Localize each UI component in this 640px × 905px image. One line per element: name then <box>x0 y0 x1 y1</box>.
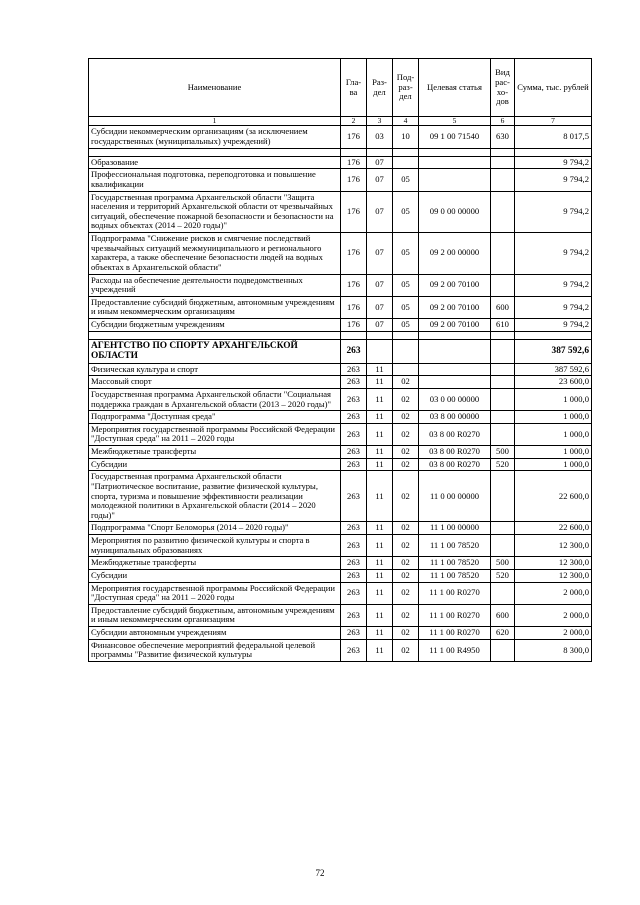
cell-podrazdel: 02 <box>393 557 419 570</box>
page-number: 72 <box>315 868 325 878</box>
cell-podrazdel: 05 <box>393 274 419 296</box>
spacer-cell <box>367 148 393 156</box>
cell-podrazdel: 05 <box>393 233 419 275</box>
cell-statya: 03 8 00 R0270 <box>419 458 491 471</box>
cell-summa: 12 300,0 <box>515 557 592 570</box>
cell-podrazdel: 02 <box>393 388 419 410</box>
table-row <box>89 339 592 363</box>
spacer-cell <box>491 148 515 156</box>
cell-razdel: 11 <box>367 522 393 535</box>
cell-glava: 263 <box>341 339 367 363</box>
cell-summa: 1 000,0 <box>515 411 592 424</box>
cell-statya: 09 1 00 71540 <box>419 126 491 148</box>
cell-name: Межбюджетные трансферты <box>89 446 341 459</box>
cell-glava: 176 <box>341 274 367 296</box>
cell-glava: 176 <box>341 169 367 191</box>
cell-statya: 03 8 00 00000 <box>419 411 491 424</box>
cell-summa: 387 592,6 <box>515 363 592 376</box>
cell-statya: 11 1 00 78520 <box>419 569 491 582</box>
cell-vid <box>491 639 515 661</box>
cell-podrazdel: 02 <box>393 535 419 557</box>
cell-glava: 176 <box>341 156 367 169</box>
cell-summa: 23 600,0 <box>515 376 592 389</box>
cell-podrazdel <box>393 156 419 169</box>
cell-vid: 600 <box>491 296 515 318</box>
cell-razdel: 03 <box>367 126 393 148</box>
cell-podrazdel: 05 <box>393 296 419 318</box>
cell-podrazdel <box>393 363 419 376</box>
column-number: 1 <box>89 117 341 126</box>
cell-summa: 9 794,2 <box>515 274 592 296</box>
cell-summa: 2 000,0 <box>515 604 592 626</box>
table-body <box>89 126 592 662</box>
column-number: 6 <box>491 117 515 126</box>
cell-razdel <box>367 339 393 363</box>
cell-glava: 176 <box>341 126 367 148</box>
cell-name: Образование <box>89 156 341 169</box>
spacer-cell <box>491 331 515 339</box>
cell-summa: 12 300,0 <box>515 535 592 557</box>
cell-podrazdel: 02 <box>393 446 419 459</box>
cell-podrazdel: 02 <box>393 423 419 445</box>
cell-glava: 263 <box>341 376 367 389</box>
cell-vid <box>491 522 515 535</box>
cell-name: Субсидии <box>89 458 341 471</box>
cell-razdel: 07 <box>367 233 393 275</box>
table-row <box>89 388 592 410</box>
cell-statya: 11 1 00 R4950 <box>419 639 491 661</box>
cell-statya: 11 0 00 00000 <box>419 471 491 522</box>
cell-name: Профессиональная подготовка, переподготовка и повышение квалификации <box>89 169 341 191</box>
cell-summa: 9 794,2 <box>515 191 592 233</box>
cell-summa: 9 794,2 <box>515 233 592 275</box>
cell-razdel: 07 <box>367 319 393 332</box>
cell-podrazdel: 05 <box>393 191 419 233</box>
cell-summa: 1 000,0 <box>515 423 592 445</box>
cell-vid <box>491 471 515 522</box>
cell-glava: 263 <box>341 582 367 604</box>
cell-name: Мероприятия государственной программы Российской Федерации "Доступная среда" на 2011 – 2020 годы <box>89 423 341 445</box>
table-row <box>89 423 592 445</box>
spacer-row <box>89 331 592 339</box>
cell-glava: 176 <box>341 319 367 332</box>
header-glava: Гла-ва <box>341 59 367 117</box>
cell-razdel: 11 <box>367 411 393 424</box>
cell-summa: 387 592,6 <box>515 339 592 363</box>
column-number: 7 <box>515 117 592 126</box>
spacer-row <box>89 148 592 156</box>
cell-glava: 176 <box>341 233 367 275</box>
cell-razdel: 11 <box>367 535 393 557</box>
cell-podrazdel: 02 <box>393 582 419 604</box>
cell-vid <box>491 363 515 376</box>
cell-glava: 263 <box>341 446 367 459</box>
table-row <box>89 126 592 148</box>
cell-razdel: 11 <box>367 582 393 604</box>
table-row <box>89 446 592 459</box>
cell-statya: 11 1 00 78520 <box>419 535 491 557</box>
cell-summa: 9 794,2 <box>515 319 592 332</box>
cell-glava: 263 <box>341 423 367 445</box>
cell-name: Подпрограмма "Снижение рисков и смягчение последствий чрезвычайных ситуаций межмуниципального и регионального характера, а также обеспечение безопасности людей на водных объектах в Архангельской области" <box>89 233 341 275</box>
spacer-cell <box>341 148 367 156</box>
cell-name: Субсидии бюджетным учреждениям <box>89 319 341 332</box>
cell-vid <box>491 411 515 424</box>
cell-glava: 263 <box>341 569 367 582</box>
spacer-cell <box>367 331 393 339</box>
cell-statya: 09 0 00 00000 <box>419 191 491 233</box>
cell-podrazdel: 02 <box>393 569 419 582</box>
cell-statya <box>419 339 491 363</box>
table-row <box>89 458 592 471</box>
cell-podrazdel: 02 <box>393 411 419 424</box>
cell-summa: 2 000,0 <box>515 627 592 640</box>
cell-statya <box>419 169 491 191</box>
cell-summa: 12 300,0 <box>515 569 592 582</box>
table-row <box>89 582 592 604</box>
cell-vid: 610 <box>491 319 515 332</box>
column-number: 4 <box>393 117 419 126</box>
cell-razdel: 07 <box>367 296 393 318</box>
cell-summa: 1 000,0 <box>515 446 592 459</box>
cell-name: Государственная программа Архангельской области "Патриотическое воспитание, развитие физической культуры, спорта, туризма и повышение эффективности реализации молодежной политики в Архангельской области (2014 – 2020 годы)" <box>89 471 341 522</box>
cell-name: Мероприятия государственной программы Российской Федерации "Доступная среда" на 2011 – 2020 годы <box>89 582 341 604</box>
column-number: 3 <box>367 117 393 126</box>
cell-name: Межбюджетные трансферты <box>89 557 341 570</box>
cell-podrazdel: 02 <box>393 639 419 661</box>
spacer-cell <box>89 148 341 156</box>
header-statya: Целевая статья <box>419 59 491 117</box>
spacer-cell <box>89 331 341 339</box>
cell-statya <box>419 376 491 389</box>
cell-razdel: 11 <box>367 557 393 570</box>
cell-glava: 263 <box>341 627 367 640</box>
table-row <box>89 604 592 626</box>
cell-statya: 03 8 00 R0270 <box>419 446 491 459</box>
cell-vid <box>491 376 515 389</box>
cell-name: Субсидии некоммерческим организациям (за исключением государственных (муниципальных) учреждений) <box>89 126 341 148</box>
cell-summa: 8 300,0 <box>515 639 592 661</box>
cell-name: Мероприятия по развитию физической культуры и спорта в муниципальных образованиях <box>89 535 341 557</box>
table-row <box>89 363 592 376</box>
table-row <box>89 557 592 570</box>
cell-glava: 263 <box>341 471 367 522</box>
cell-vid: 520 <box>491 458 515 471</box>
cell-name: Государственная программа Архангельской области "Защита населения и территорий Архангельской области от чрезвычайных ситуаций, обеспечение пожарной безопасности и безопасности на водных объектах (2014 – 2020 годы)" <box>89 191 341 233</box>
cell-statya: 09 2 00 70100 <box>419 296 491 318</box>
cell-statya: 09 2 00 00000 <box>419 233 491 275</box>
cell-glava: 263 <box>341 363 367 376</box>
cell-name: Физическая культура и спорт <box>89 363 341 376</box>
cell-razdel: 11 <box>367 627 393 640</box>
table-row <box>89 191 592 233</box>
cell-razdel: 07 <box>367 274 393 296</box>
cell-vid: 500 <box>491 446 515 459</box>
table-row <box>89 296 592 318</box>
cell-summa: 9 794,2 <box>515 296 592 318</box>
table-row <box>89 411 592 424</box>
cell-glava: 263 <box>341 535 367 557</box>
cell-razdel: 11 <box>367 569 393 582</box>
cell-summa: 9 794,2 <box>515 156 592 169</box>
cell-podrazdel: 02 <box>393 376 419 389</box>
cell-razdel: 11 <box>367 388 393 410</box>
cell-podrazdel: 02 <box>393 458 419 471</box>
cell-glava: 176 <box>341 296 367 318</box>
table-row <box>89 169 592 191</box>
cell-vid: 630 <box>491 126 515 148</box>
cell-razdel: 11 <box>367 604 393 626</box>
cell-vid <box>491 156 515 169</box>
column-number: 2 <box>341 117 367 126</box>
cell-statya <box>419 156 491 169</box>
column-number-row <box>89 117 592 126</box>
cell-razdel: 11 <box>367 376 393 389</box>
table-row <box>89 471 592 522</box>
cell-summa: 2 000,0 <box>515 582 592 604</box>
header-vid: Вид рас-хо-дов <box>491 59 515 117</box>
cell-summa: 1 000,0 <box>515 458 592 471</box>
header-summa: Сумма, тыс. рублей <box>515 59 592 117</box>
cell-statya: 11 1 00 00000 <box>419 522 491 535</box>
cell-razdel: 07 <box>367 156 393 169</box>
cell-name: Подпрограмма "Спорт Беломорья (2014 – 2020 годы)" <box>89 522 341 535</box>
cell-vid: 620 <box>491 627 515 640</box>
cell-vid <box>491 423 515 445</box>
cell-vid <box>491 388 515 410</box>
cell-vid: 600 <box>491 604 515 626</box>
cell-name: АГЕНТСТВО ПО СПОРТУ АРХАНГЕЛЬСКОЙ ОБЛАСТИ <box>89 339 341 363</box>
cell-vid <box>491 339 515 363</box>
spacer-cell <box>393 331 419 339</box>
cell-podrazdel: 02 <box>393 627 419 640</box>
cell-statya: 03 8 00 R0270 <box>419 423 491 445</box>
spacer-cell <box>515 148 592 156</box>
spacer-cell <box>341 331 367 339</box>
cell-razdel: 11 <box>367 363 393 376</box>
cell-podrazdel: 02 <box>393 522 419 535</box>
cell-glava: 263 <box>341 522 367 535</box>
column-number: 5 <box>419 117 491 126</box>
cell-podrazdel: 02 <box>393 471 419 522</box>
cell-vid: 500 <box>491 557 515 570</box>
table-row <box>89 569 592 582</box>
header-row <box>89 59 592 117</box>
cell-glava: 263 <box>341 458 367 471</box>
header-name: Наименование <box>89 59 341 117</box>
cell-summa: 22 600,0 <box>515 522 592 535</box>
spacer-cell <box>393 148 419 156</box>
cell-summa: 8 017,5 <box>515 126 592 148</box>
cell-name: Государственная программа Архангельской области "Социальная поддержка граждан в Архангельской области (2013 – 2020 годы)" <box>89 388 341 410</box>
cell-podrazdel: 10 <box>393 126 419 148</box>
cell-statya: 09 2 00 70100 <box>419 319 491 332</box>
cell-podrazdel: 05 <box>393 169 419 191</box>
cell-glava: 263 <box>341 604 367 626</box>
cell-name: Предоставление субсидий бюджетным, автономным учреждениям и иным некоммерческим организациям <box>89 604 341 626</box>
cell-glava: 176 <box>341 191 367 233</box>
cell-summa: 1 000,0 <box>515 388 592 410</box>
cell-summa: 9 794,2 <box>515 169 592 191</box>
cell-razdel: 07 <box>367 191 393 233</box>
cell-vid <box>491 169 515 191</box>
cell-vid <box>491 191 515 233</box>
cell-name: Финансовое обеспечение мероприятий федеральной целевой программы "Развитие физической культуры <box>89 639 341 661</box>
cell-vid <box>491 535 515 557</box>
cell-statya: 11 1 00 R0270 <box>419 604 491 626</box>
cell-podrazdel: 02 <box>393 604 419 626</box>
cell-vid <box>491 582 515 604</box>
cell-name: Подпрограмма "Доступная среда" <box>89 411 341 424</box>
cell-name: Массовый спорт <box>89 376 341 389</box>
cell-statya: 11 1 00 R0270 <box>419 627 491 640</box>
cell-vid: 520 <box>491 569 515 582</box>
cell-statya: 03 0 00 00000 <box>419 388 491 410</box>
cell-razdel: 11 <box>367 423 393 445</box>
spacer-cell <box>419 331 491 339</box>
cell-statya: 11 1 00 78520 <box>419 557 491 570</box>
header-podrazdel: Под-раз-дел <box>393 59 419 117</box>
cell-statya <box>419 363 491 376</box>
cell-podrazdel: 05 <box>393 319 419 332</box>
table-row <box>89 233 592 275</box>
cell-glava: 263 <box>341 388 367 410</box>
header-razdel: Раз-дел <box>367 59 393 117</box>
cell-statya: 09 2 00 70100 <box>419 274 491 296</box>
cell-razdel: 07 <box>367 169 393 191</box>
table-row <box>89 156 592 169</box>
table-row <box>89 627 592 640</box>
cell-glava: 263 <box>341 557 367 570</box>
cell-name: Субсидии <box>89 569 341 582</box>
cell-statya: 11 1 00 R0270 <box>419 582 491 604</box>
table-row <box>89 274 592 296</box>
spacer-cell <box>515 331 592 339</box>
cell-razdel: 11 <box>367 446 393 459</box>
cell-glava: 263 <box>341 639 367 661</box>
cell-summa: 22 600,0 <box>515 471 592 522</box>
cell-podrazdel <box>393 339 419 363</box>
cell-razdel: 11 <box>367 458 393 471</box>
table-row <box>89 319 592 332</box>
cell-razdel: 11 <box>367 471 393 522</box>
spacer-cell <box>419 148 491 156</box>
cell-vid <box>491 233 515 275</box>
cell-name: Субсидии автономным учреждениям <box>89 627 341 640</box>
budget-table <box>88 58 592 662</box>
table-row <box>89 376 592 389</box>
cell-vid <box>491 274 515 296</box>
cell-name: Расходы на обеспечение деятельности подведомственных учреждений <box>89 274 341 296</box>
cell-razdel: 11 <box>367 639 393 661</box>
cell-name: Предоставление субсидий бюджетным, автономным учреждениям и иным некоммерческим организациям <box>89 296 341 318</box>
cell-glava: 263 <box>341 411 367 424</box>
table-row <box>89 522 592 535</box>
table-row <box>89 639 592 661</box>
table-row <box>89 535 592 557</box>
